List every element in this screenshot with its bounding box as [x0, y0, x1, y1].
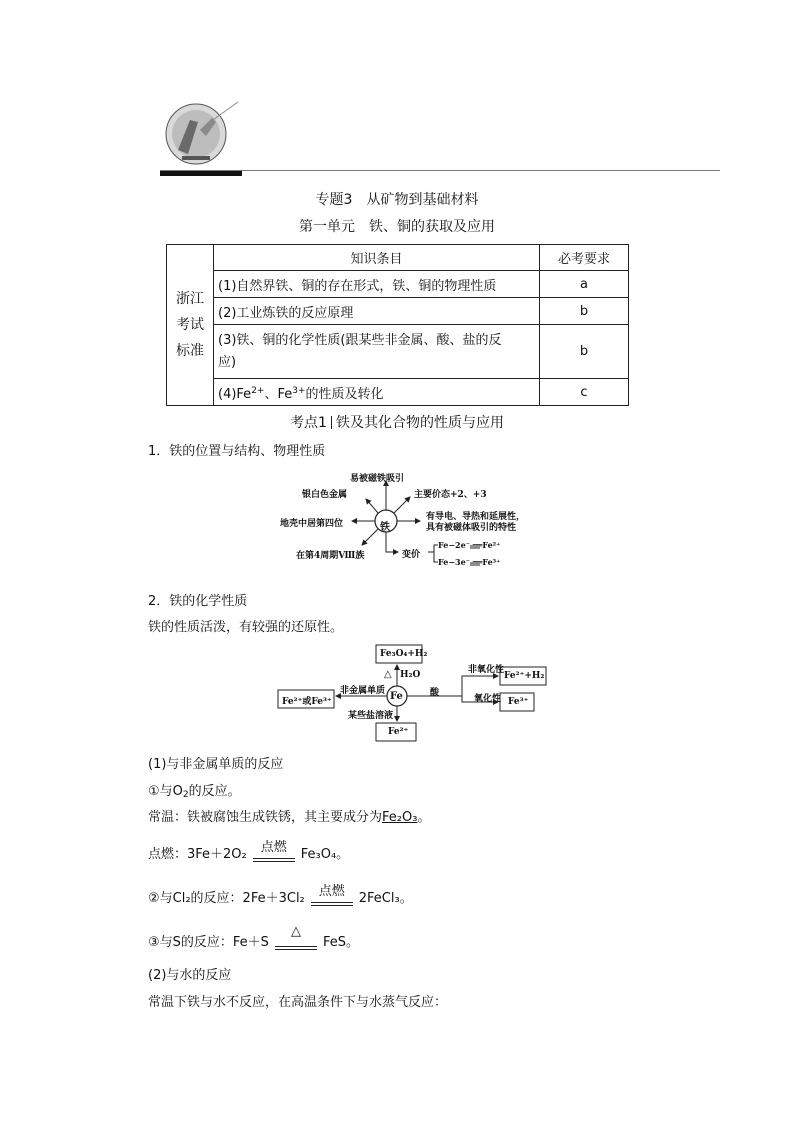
heading-2: 2．铁的化学性质: [148, 594, 248, 609]
unit-title: 第一单元 铁、铜的获取及应用: [299, 219, 495, 235]
intro-text: 铁的性质活泼，有较强的还原性。: [148, 620, 344, 635]
heading-1: 1．铁的位置与结构、物理性质: [148, 444, 326, 459]
table-row: (2)工业炼铁的反应原理 b: [167, 298, 629, 325]
page-title: 专题3 从矿物到基础材料: [315, 192, 479, 208]
combustion-equation: 点燃：3Fe＋2O₂ 点燃 Fe₃O₄。: [148, 840, 350, 862]
iron-property-diagram: 铁 易被磁铁吸引 银白色金属 地壳中居第四位 在第4周期Ⅷ族 主要价态+2、+3 有导电、导热和延展性， 具有被磁体吸引的特性 变价 Fe−2e⁻ ══Fe²⁺ Fe−3e⁻ ══Fe³⁺: [280, 474, 526, 567]
cl2-equation: ②与Cl₂的反应：2Fe＋3Cl₂ 点燃 2FeCl₃。: [148, 884, 413, 906]
col-header-req: 必考要求: [540, 245, 629, 271]
header-rule: [160, 170, 720, 171]
subheading-1: (1)与非金属单质的反应: [148, 757, 284, 772]
center-label: 铁: [380, 522, 390, 533]
subheading-2: (2)与水的反应: [148, 968, 232, 983]
col-header-item: 知识条目: [214, 245, 540, 271]
iron-reaction-diagram: Fe Fe₃O₄+H₂ △ H₂O 非金属单质 Fe²⁺或Fe³⁺ 某些盐溶液 Fe²⁺ 酸 非氧化性 Fe²⁺+H₂ 氧化性 Fe³⁺: [270, 640, 560, 746]
answer-fill: Fe₂O₃: [382, 810, 418, 825]
exam-standard-table: [166, 244, 629, 406]
kaodian-heading: 考点1 铁及其化合物的性质与应用: [290, 415, 504, 431]
table-row: (3)铁、铜的化学性质(跟某些非金属、酸、盐的反 应) b: [167, 325, 629, 379]
o2-reaction: ①与$O_2$的反应。: [148, 784, 241, 800]
s-equation: ③与S的反应：Fe＋S △ FeS。: [148, 924, 359, 950]
table-row: (1)自然界铁、铜的存在形式，铁、铜的物理性质 a: [167, 271, 629, 298]
table-row: $(4)Fe^{2+}$、$Fe^{3+}$的性质及转化 c: [167, 379, 629, 406]
water-text: 常温下铁与水不反应，在高温条件下与水蒸气反应：: [148, 995, 448, 1010]
side-label: 浙江 考试 标准: [167, 245, 214, 406]
rust-text: 常温：铁被腐蚀生成铁锈，其主要成分为Fe₂O₃。: [148, 810, 431, 825]
chapter-logo: [160, 100, 242, 176]
